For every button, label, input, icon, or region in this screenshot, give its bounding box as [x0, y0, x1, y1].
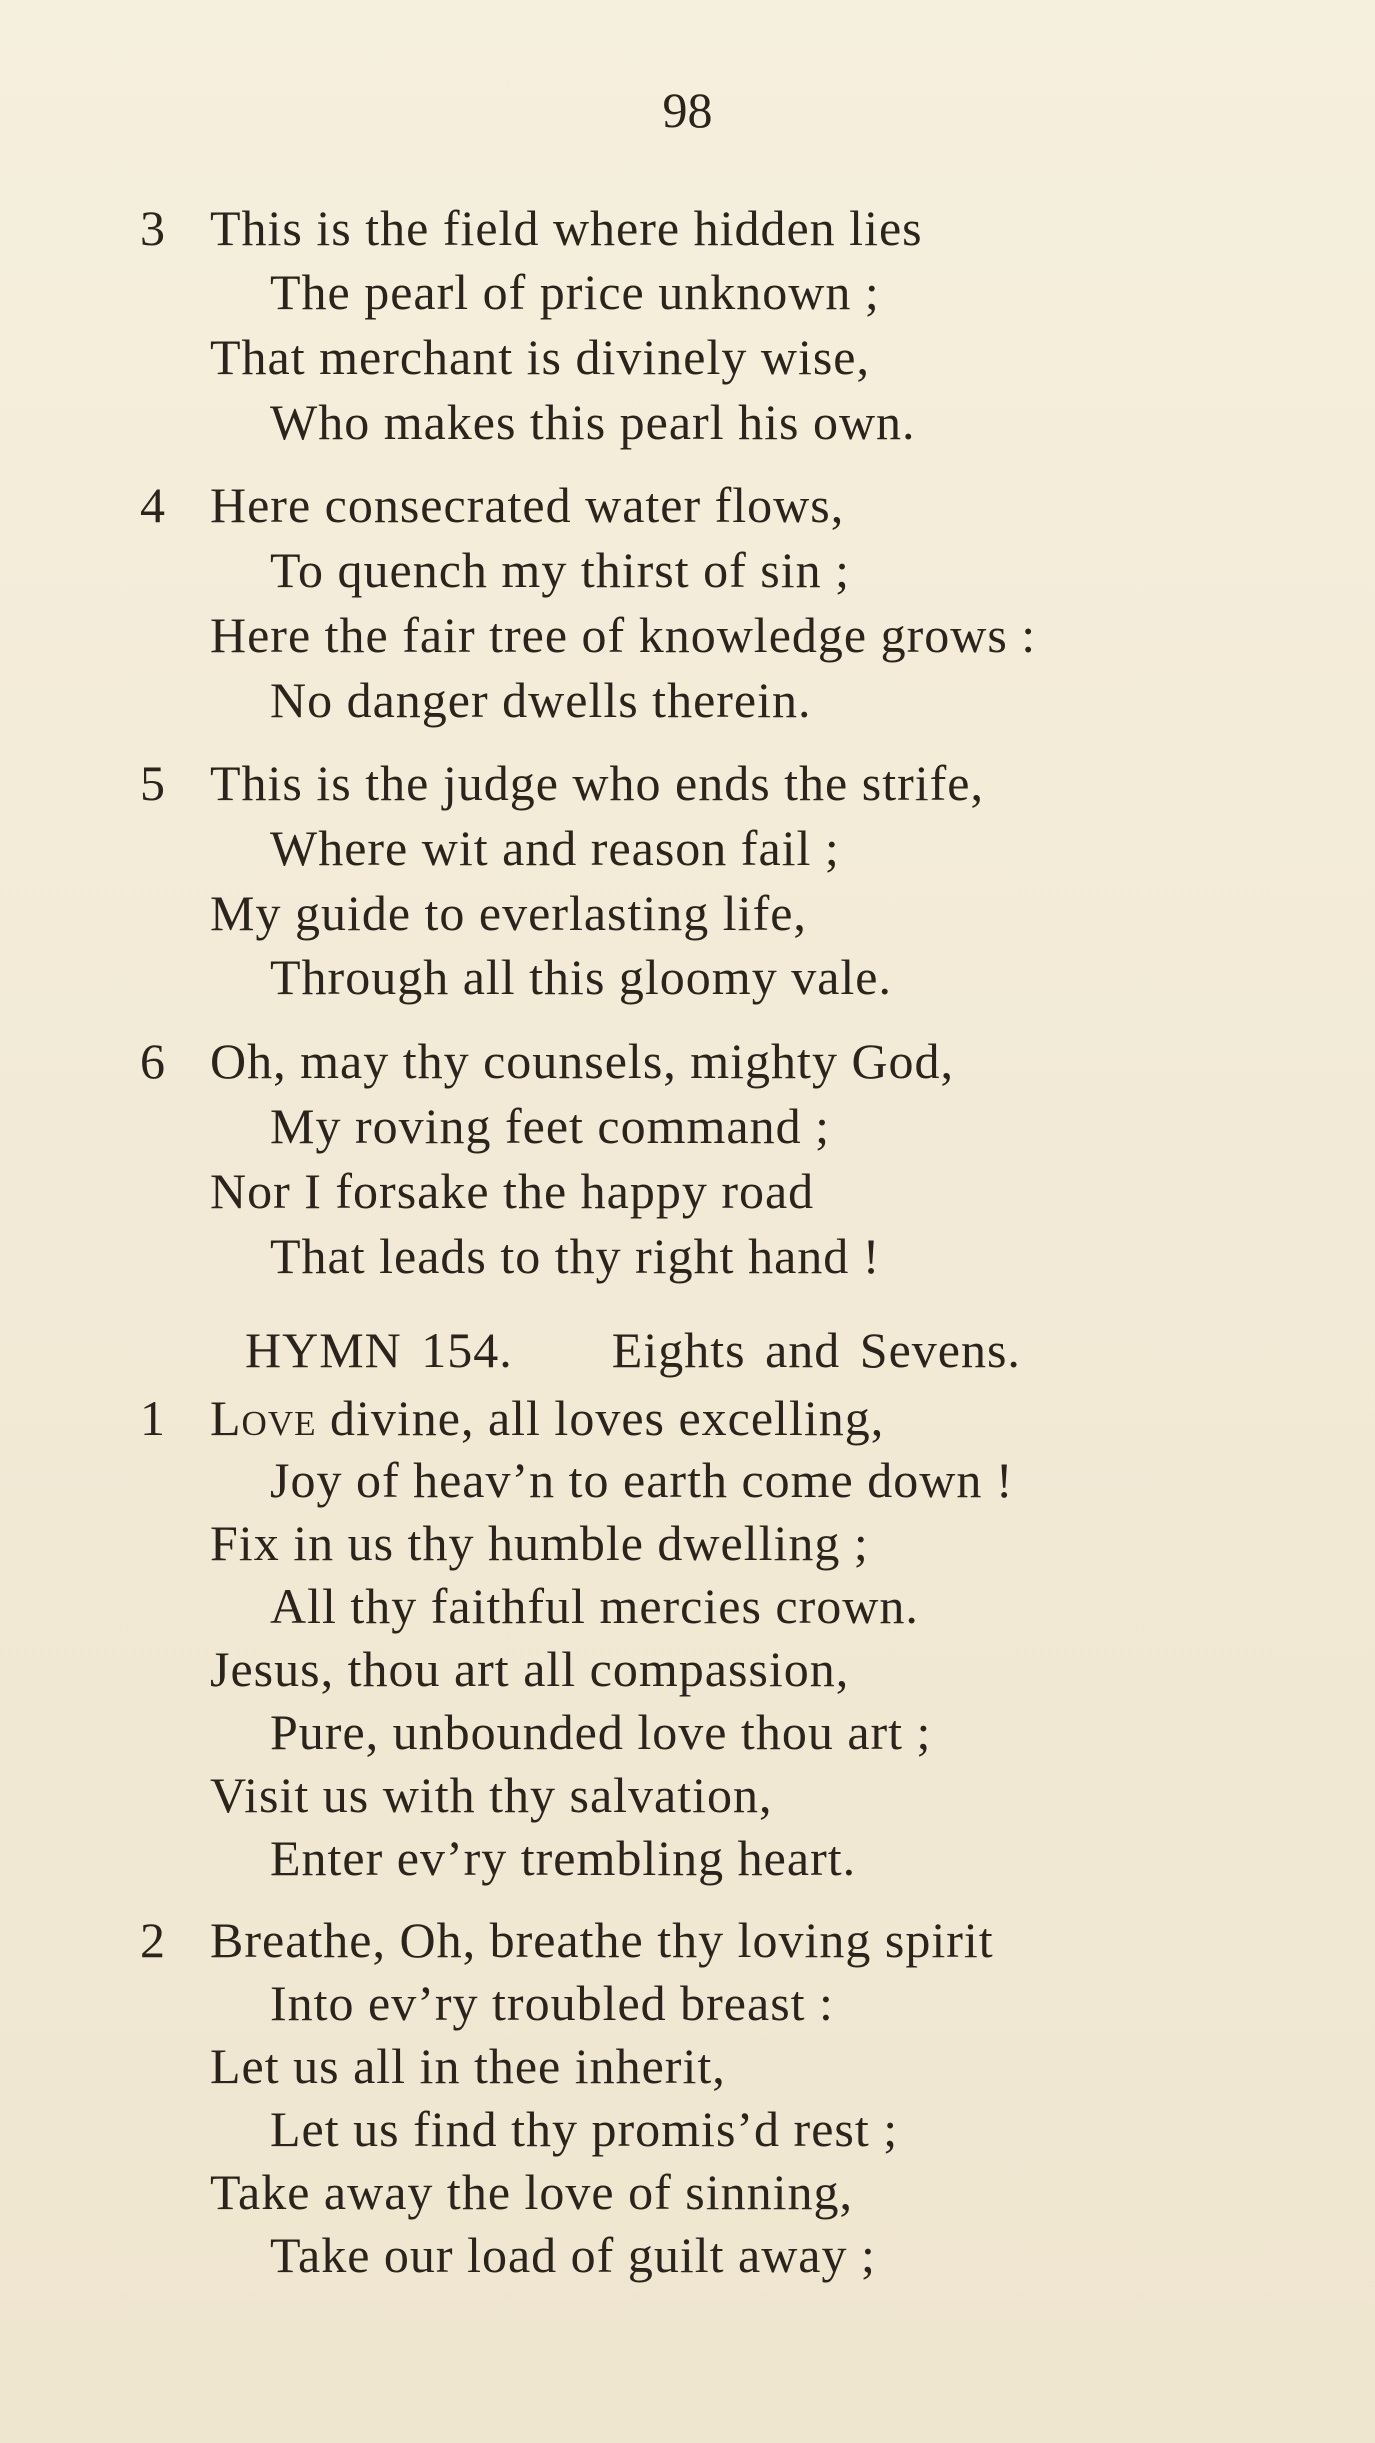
- verse-line: My guide to everlasting life,: [210, 885, 807, 941]
- initial-letter: L: [210, 1390, 242, 1446]
- stanza-number: 2: [140, 1912, 166, 1968]
- verse-line: This is the judge who ends the strife,: [210, 755, 984, 811]
- verse-line: Fix in us thy humble dwelling ;: [210, 1515, 869, 1571]
- verse-line: Here consecrated water flows,: [210, 477, 845, 533]
- verse-line: This is the field where hidden lies: [210, 200, 923, 256]
- hymn-title: [245, 1320, 1021, 1380]
- verse-line: My roving feet command ;: [270, 1098, 830, 1154]
- verse-line: Enter ev’ry trembling heart.: [270, 1830, 857, 1886]
- verse-line: Breathe, Oh, breathe thy loving spirit: [210, 1912, 994, 1968]
- verse-line: That merchant is divinely wise,: [210, 329, 871, 385]
- verse-line: Through all this gloomy vale.: [270, 949, 892, 1005]
- verse-line: [210, 1388, 884, 1448]
- verse-line: Pure, unbounded love thou art ;: [270, 1704, 932, 1760]
- verse-line: Who makes this pearl his own.: [270, 394, 916, 450]
- verse-line: Joy of heav’n to earth come down !: [270, 1452, 1014, 1508]
- stanza-number: 6: [140, 1033, 166, 1089]
- hymn-meter: Eights and Sevens.: [611, 1322, 1021, 1378]
- verse-line: Here the fair tree of knowledge grows :: [210, 607, 1037, 663]
- hymn-number: HYMN 154.: [245, 1322, 513, 1378]
- verse-line: Into ev’ry troubled breast :: [270, 1975, 834, 2031]
- stanza-number: 1: [140, 1390, 166, 1446]
- verse-line: All thy faithful mercies crown.: [270, 1578, 919, 1634]
- verse-line-rest: divine, all loves excelling,: [316, 1390, 885, 1446]
- page-number: 98: [662, 82, 713, 138]
- stanza-number: 3: [140, 200, 166, 256]
- verse-line: Let us find thy promis’d rest ;: [270, 2101, 899, 2157]
- verse-line: Jesus, thou art all compassion,: [210, 1641, 850, 1697]
- verse-line: Let us all in thee inherit,: [210, 2038, 726, 2094]
- verse-line: To quench my thirst of sin ;: [270, 542, 851, 598]
- verse-line: No danger dwells therein.: [270, 672, 812, 728]
- verse-line: Take our load of guilt away ;: [270, 2227, 876, 2283]
- verse-line: Visit us with thy salvation,: [210, 1767, 773, 1823]
- verse-line: Oh, may thy counsels, mighty God,: [210, 1033, 955, 1089]
- stanza-number: 5: [140, 755, 166, 811]
- verse-line: The pearl of price unknown ;: [270, 264, 880, 320]
- stanza-number: 4: [140, 477, 166, 533]
- verse-line: That leads to thy right hand !: [270, 1228, 881, 1284]
- small-caps-word: ove: [241, 1390, 317, 1446]
- verse-line: Where wit and reason fail ;: [270, 820, 840, 876]
- verse-line: Take away the love of sinning,: [210, 2164, 853, 2220]
- verse-line: Nor I forsake the happy road: [210, 1163, 815, 1219]
